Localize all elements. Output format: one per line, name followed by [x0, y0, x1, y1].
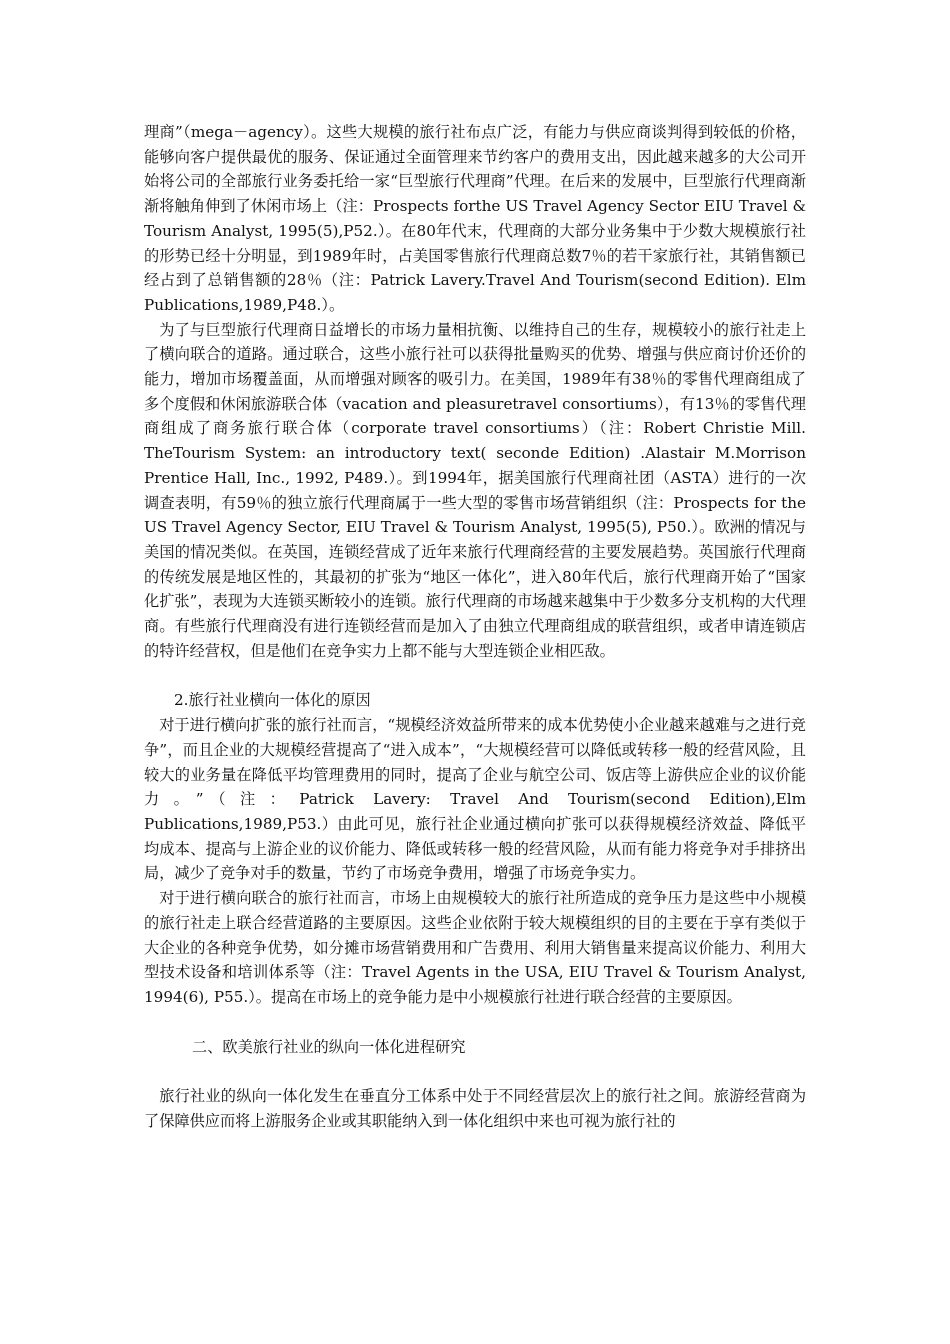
subheading-horizontal-integration-reasons: 2.旅行社业横向一体化的原因 — [174, 691, 371, 710]
section-heading-vertical-integration: 二、欧美旅行社业的纵向一体化进程研究 — [192, 1037, 466, 1056]
paragraph-mega-agency: 理商”（mega－agency）。这些大规模的旅行社布点广泛，有能力与供应商谈判得到较低的价格，能够向客户提供最优的服务、保证通过全面管理来节约客户的费用支出，因此越来越多的大公司开始将公司的全部旅行业务委托给一家“巨型旅行代理商”代理。在后来的发展中，巨型旅行代理商渐渐将触角伸到了休闲市场上（注：Prospects forthe US Travel Agency Sector EIU Travel & Tourism Analyst, 1995(5),P52.）。在80年代末，代理商的大部分业务集中于少数大规模旅行社的形势已经十分明显，到1989年时，占美国零售旅行代理商总数7％的若干家旅行社，其销售额已经占到了总销售额的28％（注：Patrick Lavery.Travel And Tourism(second Edition). Elm Publications,1989,P48.）。 — [144, 123, 806, 314]
document-page — [144, 120, 806, 1134]
paragraph-horizontal-expansion: 对于进行横向扩张的旅行社而言，“规模经济效益所带来的成本优势使小企业越来越难与之进行竞争”，而且企业的大规模经营提高了“进入成本”，“大规模经营可以降低或转移一般的经营风险，且较大的业务量在降低平均管理费用的同时，提高了企业与航空公司、饭店等上游供应企业的议价能力。”（注：Patrick Lavery: Travel And Tourism(second Edition),Elm Publications,1989,P53.）由此可见，旅行社企业通过横向扩张可以获得规模经济效益、降低平均成本、提高与上游企业的议价能力、降低或转移一般的经营风险，从而有能力将竞争对手排挤出局，减少了竞争对手的数量，节约了市场竞争费用，增强了市场竞争实力。 — [144, 716, 806, 883]
paragraph-horizontal-union: 对于进行横向联合的旅行社而言，市场上由规模较大的旅行社所造成的竞争压力是这些中小规模的旅行社走上联合经营道路的主要原因。这些企业依附于较大规模组织的目的主要在于享有类似于大企业的各种竞争优势，如分摊市场营销费用和广告费用、利用大销售量来提高议价能力、利用大型技术设备和培训体系等（注：Travel Agents in the USA, EIU Travel & Tourism Analyst, 1994(6), P55.）。提高在市场上的竞争能力是中小规模旅行社进行联合经营的主要原因。 — [144, 889, 806, 1006]
paragraph-horizontal-alliance: 为了与巨型旅行代理商日益增长的市场力量相抗衡、以维持自己的生存，规模较小的旅行社走上了横向联合的道路。通过联合，这些小旅行社可以获得批量购买的优势、增强与供应商讨价还价的能力，增加市场覆盖面，从而增强对顾客的吸引力。在美国，1989年有38％的零售代理商组成了多个度假和休闲旅游联合体（vacation and pleasuretravel consortiums），有13％的零售代理商组成了商务旅行联合体（corporate travel consortiums）（注：Robert Christie Mill. TheTourism System: an introductory text( seconde Edition) .Alastair M.Morrison Prentice Hall, Inc., 1992, P489.）。到1994年，据美国旅行代理商社团（ASTA）进行的一次调查表明，有59％的独立旅行代理商属于一些大型的零售市场营销组织（注：Prospects for the US Travel Agency Sector, EIU Travel & Tourism Analyst, 1995(5), P50.）。欧洲的情况与美国的情况类似。在英国，连锁经营成了近年来旅行代理商经营的主要发展趋势。英国旅行代理商的传统发展是地区性的，其最初的扩张为“地区一体化”，进入80年代后，旅行代理商开始了“国家化扩张”，表现为大连锁买断较小的连锁。旅行代理商的市场越来越集中于少数多分支机构的大代理商。有些旅行代理商没有进行连锁经营而是加入了由独立代理商组成的联营组织，或者申请连锁店的特许经营权，但是他们在竞争实力上都不能与大型连锁企业相匹敌。 — [144, 320, 806, 660]
paragraph-vertical-integration: 旅行社业的纵向一体化发生在垂直分工体系中处于不同经营层次上的旅行社之间。旅游经营商为了保障供应而将上游服务企业或其职能纳入到一体化组织中来也可视为旅行社的 — [144, 1087, 806, 1131]
